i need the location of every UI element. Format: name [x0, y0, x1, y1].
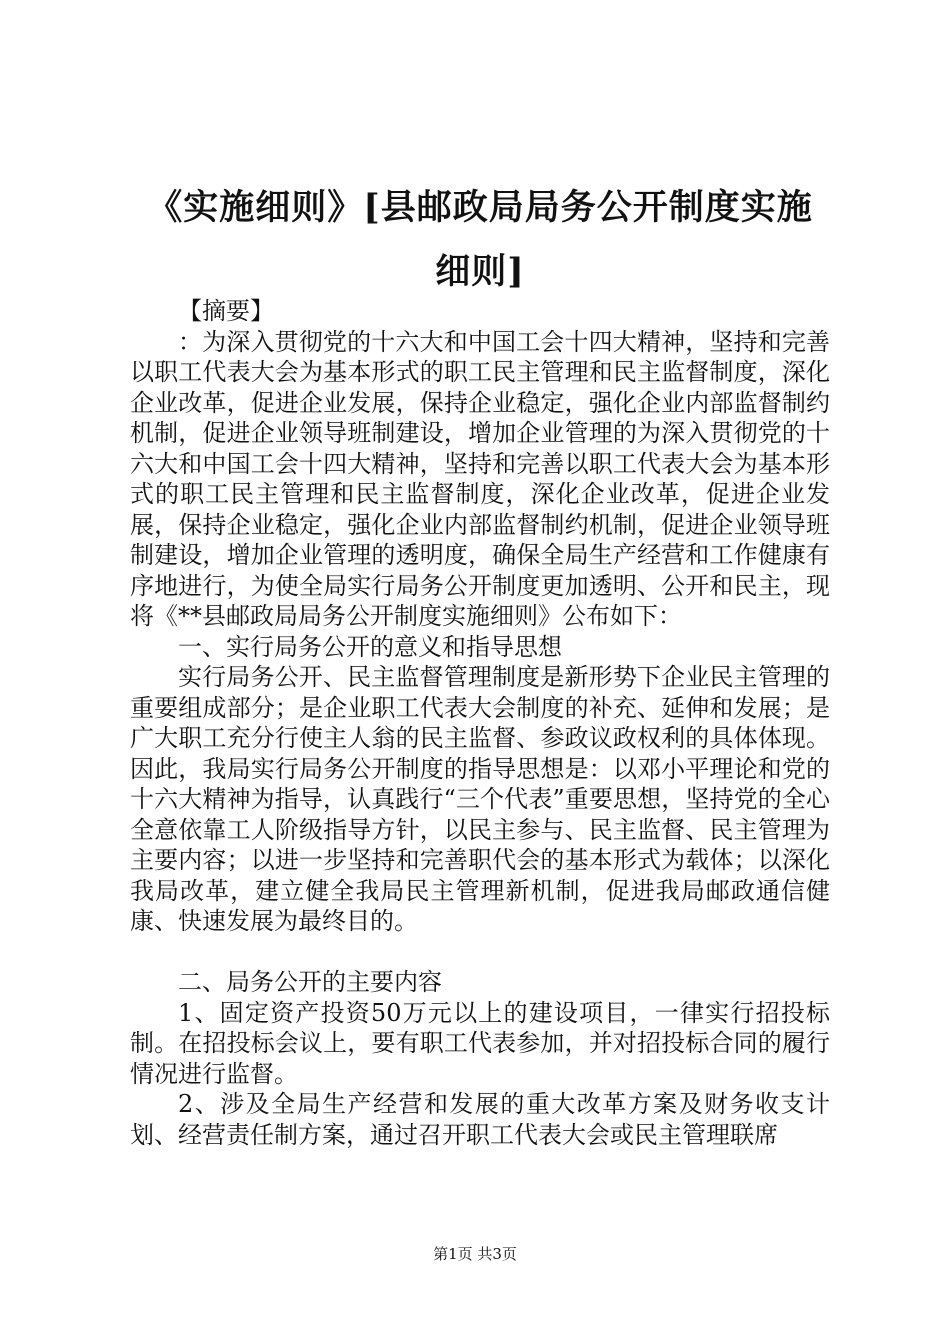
abstract-heading: 【摘要】 [178, 297, 274, 325]
document-body [130, 296, 830, 1150]
list-item-1: 1、固定资产投资50万元以上的建设项目，一律实行招投标制。在招投标会议上，要有职工代表参加，并对招投标合同的履行情况进行监督。 [130, 998, 830, 1088]
document-title: 《实施细则》[县邮政局局务公开制度实施细则] [147, 187, 813, 292]
section-1-paragraph: 实行局务公开、民主监督管理制度是新形势下企业民主管理的重要组成部分；是企业职工代表大会制度的补充、延伸和发展；是广大职工充分行使主人翁的民主监督、参政议政权利的具体体现。因此，我局实行局务公开制度的指导思想是：以邓小平理论和党的十六大精神为指导，认真践行“三个代表”重要思想，坚持党的全心全意依靠工人阶级指导方针，以民主参与、民主监督、民主管理为主要内容；以进一步坚持和完善职代会的基本形式为载体；以深化我局改革，建立健全我局民主管理新机制，促进我局邮政通信健康、快速发展为最终目的。 [130, 663, 830, 935]
list-item-2: 2、涉及全局生产经营和发展的重大改革方案及财务收支计划、经营责任制方案，通过召开职工代表大会或民主管理联席 [130, 1090, 830, 1149]
abstract-paragraph: ：为深入贯彻党的十六大和中国工会十四大精神，坚持和完善以职工代表大会为基本形式的职工民主管理和民主监督制度，深化企业改革，促进企业发展，保持企业稳定，强化企业内部监督制约机制，促进企业领导班制建设，增加企业管理的为深入贯彻党的十六大和中国工会十四大精神，坚持和完善以职工代表大会为基本形式的职工民主管理和民主监督制度，深化企业改革，促进企业发展，保持企业稳定，强化企业内部监督制约机制，促进企业领导班制建设，增加企业管理的透明度，确保全局生产经营和工作健康有序地进行，为使全局实行局务公开制度更加透明、公开和民主，现将《**县邮政局局务公开制度实施细则》公布如下： [130, 327, 830, 630]
section-heading-1: 一、实行局务公开的意义和指导思想 [178, 632, 562, 661]
page-number-footer: 第1页 共3页 [433, 1245, 517, 1263]
section-heading-2: 二、局务公开的主要内容 [178, 968, 442, 996]
